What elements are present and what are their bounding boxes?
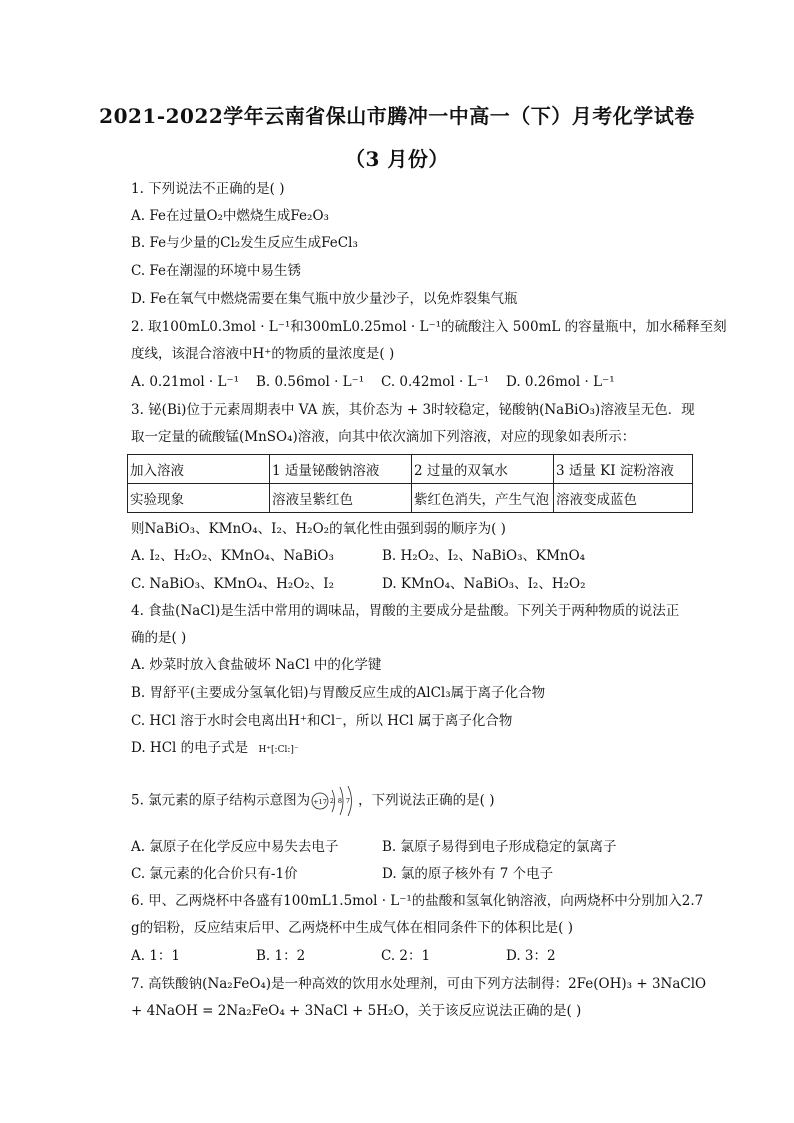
q3-stem-line3: 则NaBiO₃、KMnO₄、I₂、H₂O₂的氧化性由强到弱的顺序为( ) (131, 521, 506, 537)
q3-option-b: B. H₂O₂、I₂、NaBiO₃、KMnO₄ (382, 548, 586, 564)
table-cell: 3 适量 KI 淀粉溶液 (554, 455, 693, 484)
q4-option-a: A. 炒菜时放入食盐破坏 NaCl 中的化学键 (131, 657, 382, 673)
q6-option-c: C. 2：1 (381, 948, 431, 964)
q4-option-d: D. HCl 的电子式是 (131, 740, 249, 756)
exam-title: 2021-2022学年云南省保山市腾冲一中高一（下）月考化学试卷 (99, 104, 695, 128)
q6-options (131, 947, 631, 965)
q3-option-a: A. I₂、H₂O₂、KMnO₄、NaBiO₃ (131, 548, 334, 564)
q4-stem-line1: 4. 食盐(NaCl)是生活中常用的调味品，胃酸的主要成分是盐酸。下列关于两种物质的说法正 (131, 603, 680, 619)
q4-option-c: C. HCl 溶于水时会电离出H⁺和Cl⁻，所以 HCl 属于离子化合物 (131, 713, 513, 729)
q5-options-row1 (131, 838, 633, 856)
chlorine-atom-diagram (310, 786, 358, 816)
svg-text:7: 7 (346, 797, 351, 805)
q2-option-c: C. 0.42mol · L⁻¹ (381, 374, 490, 390)
svg-text:+17: +17 (313, 798, 328, 806)
q5-option-a: A. 氯原子在化学反应中易失去电子 (131, 839, 339, 855)
q4-option-b: B. 胃舒平(主要成分氢氧化铝)与胃酸反应生成的AlCl₃属于离子化合物 (131, 685, 546, 701)
table-cell: 1 适量铋酸钠溶液 (270, 455, 412, 484)
table-row (128, 455, 693, 484)
table-cell: 紫红色消失，产生气泡 (412, 484, 554, 513)
table-cell: 2 过量的双氧水 (412, 455, 554, 484)
q3-option-c: C. NaBiO₃、KMnO₄、H₂O₂、I₂ (131, 576, 335, 592)
q6-stem-line2: g的铝粉，反应结束后甲、乙两烧杯中生成气体在相同条件下的体积比是( ) (131, 920, 573, 936)
q2-stem-line1: 2. 取100mL0.3mol · L⁻¹和300mL0.25mol · L⁻¹的硫酸注入 500mL 的容量瓶中，加水稀释至刻 (131, 319, 727, 335)
q3-experiment-table (127, 454, 693, 513)
q1-option-c: C. Fe在潮湿的环境中易生锈 (131, 263, 302, 279)
q1-option-d: D. Fe在氧气中燃烧需要在集气瓶中放少量沙子，以免炸裂集气瓶 (131, 291, 518, 307)
q6-option-d: D. 3：2 (506, 948, 556, 964)
table-cell: 加入溶液 (128, 455, 270, 484)
table-cell: 溶液呈紫红色 (270, 484, 412, 513)
q1-option-b: B. Fe与少量的Cl₂发生反应生成FeCl₃ (131, 235, 358, 251)
q7-stem-line2: + 4NaOH = 2Na₂FeO₄ + 3NaCl + 5H₂O，关于该反应说法正确的是( ) (131, 1003, 582, 1019)
table-cell: 溶液变成蓝色 (554, 484, 693, 513)
q5-options-row2 (131, 865, 633, 883)
q4-option-d-row (131, 739, 299, 759)
svg-text:2: 2 (330, 797, 335, 805)
q5-option-d: D. 氯的原子核外有 7 个电子 (382, 866, 554, 882)
q4-stem-line2: 确的是( ) (131, 630, 187, 646)
q3-stem-line1: 3. 铋(Bi)位于元素周期表中 VA 族，其价态为 + 3时较稳定，铋酸钠(NaBiO₃)溶液呈无色．现 (131, 402, 695, 418)
q3-options-row2 (131, 575, 633, 593)
q2-option-b: B. 0.56mol · L⁻¹ (256, 374, 365, 390)
q2-stem-line2: 度线，该混合溶液中H⁺的物质的量浓度是( ) (131, 346, 395, 362)
q3-options-row1 (131, 547, 633, 565)
q5-stem (131, 786, 495, 816)
q2-option-a: A. 0.21mol · L⁻¹ (131, 374, 240, 390)
q6-option-b: B. 1：2 (256, 948, 306, 964)
q5-stem-pre: 5. 氯元素的原子结构示意图为 (131, 792, 311, 809)
q5-option-b: B. 氯原子易得到电子形成稳定的氯离子 (382, 839, 617, 855)
q6-option-a: A. 1：1 (131, 948, 181, 964)
table-row (128, 484, 693, 513)
q3-stem-line2: 取一定量的硫酸锰(MnSO₄)溶液，向其中依次滴加下列溶液，对应的现象如表所示： (131, 429, 636, 445)
q5-stem-post: ，下列说法正确的是( ) (358, 792, 495, 809)
q3-option-d: D. KMnO₄、NaBiO₃、I₂、H₂O₂ (382, 576, 586, 592)
exam-subtitle: （3 月份） (345, 147, 449, 171)
q5-option-c: C. 氯元素的化合价只有-1价 (131, 866, 298, 882)
hcl-electron-formula: H⁺[:Cl:]⁻ (258, 745, 299, 755)
q2-option-d: D. 0.26mol · L⁻¹ (506, 374, 615, 390)
q2-options (131, 373, 631, 391)
q7-stem-line1: 7. 高铁酸钠(Na₂FeO₄)是一种高效的饮用水处理剂，可由下列方法制得：2Fe(OH)₃ + 3NaClO (131, 976, 707, 992)
svg-text:8: 8 (338, 797, 343, 805)
q1-option-a: A. Fe在过量O₂中燃烧生成Fe₂O₃ (131, 208, 329, 224)
q6-stem-line1: 6. 甲、乙两烧杯中各盛有100mL1.5mol · L⁻¹的盐酸和氢氧化钠溶液，向两烧杯中分别加入2.7 (131, 893, 704, 909)
table-cell: 实验现象 (128, 484, 270, 513)
q1-stem: 1. 下列说法不正确的是( ) (131, 181, 285, 197)
